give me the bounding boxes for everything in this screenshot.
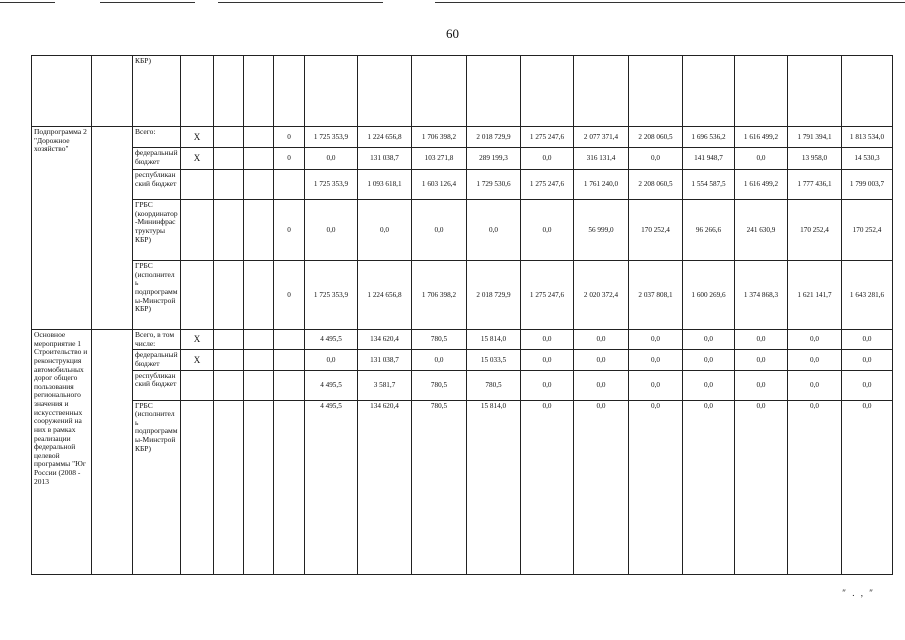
blank-cell [92,127,133,330]
value-cell: 0,0 [683,400,735,574]
value-cell: 780,5 [412,330,467,350]
value-cell: 13 958,0 [788,148,842,170]
blank-cell [214,370,244,400]
value-cell: 0,0 [412,350,467,370]
value-cell: 0,0 [735,330,788,350]
value-cell: 780,5 [412,370,467,400]
blank-cell [244,330,274,350]
value-cell: 241 630,9 [735,200,788,261]
value-cell: 134 620,4 [358,400,412,574]
value-cell: 134 620,4 [358,330,412,350]
value-cell [521,56,574,127]
value-cell [574,56,629,127]
table-row [32,127,893,148]
mark-cell: X [181,148,214,170]
value-cell: 0,0 [735,400,788,574]
value-cell: 0 [274,148,305,170]
blank-cell [244,350,274,370]
value-cell: 1 725 353,9 [305,127,358,148]
blank-cell [244,261,274,330]
value-cell [467,56,521,127]
value-cell: 1 799 003,7 [842,170,893,200]
value-cell: 15 033,5 [467,350,521,370]
value-cell: 0,0 [305,350,358,370]
mark-cell [181,200,214,261]
value-cell [735,56,788,127]
value-cell: 4 495,5 [305,330,358,350]
value-cell: 0,0 [574,400,629,574]
value-cell: 4 495,5 [305,370,358,400]
value-cell [274,330,305,350]
value-cell: 1 777 436,1 [788,170,842,200]
value-cell: 1 224 656,8 [358,127,412,148]
table-row [32,200,893,261]
value-cell: 56 999,0 [574,200,629,261]
value-cell: 0,0 [629,330,683,350]
value-cell [842,56,893,127]
value-cell: 0,0 [521,148,574,170]
value-cell: 1 729 530,6 [467,170,521,200]
funding-source: Всего: [133,127,181,148]
value-cell: 2 037 808,1 [629,261,683,330]
blank-cell [92,330,133,575]
value-cell: 0 [274,200,305,261]
value-cell: 170 252,4 [788,200,842,261]
value-cell: 96 266,6 [683,200,735,261]
value-cell: 1 554 587,5 [683,170,735,200]
value-cell: 1 621 141,7 [788,261,842,330]
value-cell: 141 948,7 [683,148,735,170]
value-cell: 0,0 [629,350,683,370]
table-row [32,261,893,330]
value-cell: 0,0 [305,148,358,170]
value-cell: 0,0 [842,330,893,350]
value-cell: 0,0 [735,350,788,370]
value-cell: 1 813 534,0 [842,127,893,148]
funding-source: федеральный бюджет [133,148,181,170]
value-cell: 0,0 [629,370,683,400]
header-rule-4 [435,2,905,3]
value-cell: 2 208 060,5 [629,170,683,200]
value-cell: 2 208 060,5 [629,127,683,148]
row-label: Подпрограмма 2 "Дорожное хозяйство" [32,127,92,330]
value-cell: 0,0 [574,370,629,400]
value-cell: 1 725 353,9 [305,261,358,330]
value-cell: 131 038,7 [358,148,412,170]
table-row [32,370,893,400]
table-row [32,330,893,350]
funding-source: республиканский бюджет [133,370,181,400]
value-cell: 103 271,8 [412,148,467,170]
mark-cell [181,400,214,574]
value-cell: 1 275 247,6 [521,170,574,200]
value-cell [274,400,305,574]
value-cell [274,56,305,127]
header-rule-1 [0,2,55,3]
value-cell: 1 275 247,6 [521,261,574,330]
value-cell: 0 [274,261,305,330]
value-cell: 0,0 [574,350,629,370]
row-label [32,56,92,127]
value-cell: 289 199,3 [467,148,521,170]
value-cell: 0,0 [358,200,412,261]
value-cell: 1 761 240,0 [574,170,629,200]
value-cell: 0,0 [735,148,788,170]
value-cell: 0,0 [735,370,788,400]
blank-cell [244,127,274,148]
blank-cell [244,56,274,127]
value-cell: 1 374 868,3 [735,261,788,330]
blank-cell [214,148,244,170]
value-cell [788,56,842,127]
value-cell [305,56,358,127]
value-cell: 170 252,4 [629,200,683,261]
value-cell: 170 252,4 [842,200,893,261]
value-cell: 0,0 [305,200,358,261]
table-row [32,56,893,127]
value-cell: 0,0 [521,400,574,574]
value-cell: 1 706 398,2 [412,127,467,148]
value-cell: 0 [274,127,305,148]
mark-cell: X [181,127,214,148]
value-cell: 316 131,4 [574,148,629,170]
value-cell: 15 814,0 [467,400,521,574]
value-cell [683,56,735,127]
value-cell: 0,0 [788,350,842,370]
value-cell: 1 791 394,1 [788,127,842,148]
mark-cell [181,261,214,330]
value-cell: 14 530,3 [842,148,893,170]
value-cell: 131 038,7 [358,350,412,370]
value-cell: 1 224 656,8 [358,261,412,330]
funding-source: ГРБС (координатор-Мининфраструктуры КБР) [133,200,181,261]
blank-cell [214,127,244,148]
funding-source: ГРБС (исполнитель подпрограммы-Минстрой КБР) [133,400,181,574]
value-cell: 780,5 [467,370,521,400]
mark-cell [181,370,214,400]
value-cell: 1 616 499,2 [735,170,788,200]
value-cell: 0,0 [467,200,521,261]
row-label: Основное мероприятие 1 Строительство и реконструкция автомобильных дорог общего пользования регионального значения и искусственных сооружений на них в рамках реализации федеральной целевой программы "Юг России (2008 - 2013 [32,330,92,575]
funding-source: Всего, в том числе: [133,330,181,350]
blank-cell [244,148,274,170]
value-cell: 1 093 618,1 [358,170,412,200]
table-row [32,148,893,170]
blank-cell [244,170,274,200]
value-cell: 0,0 [788,330,842,350]
value-cell: 4 495,5 [305,400,358,574]
footer-mark: ″ . , ″ [842,588,875,598]
table-row [32,350,893,370]
header-rule-3 [218,2,383,3]
blank-cell [244,370,274,400]
value-cell: 0,0 [788,400,842,574]
value-cell: 1 706 398,2 [412,261,467,330]
value-cell: 0,0 [842,350,893,370]
value-cell: 0,0 [521,200,574,261]
mark-cell: X [181,350,214,370]
value-cell: 1 600 269,6 [683,261,735,330]
blank-cell [214,261,244,330]
blank-cell [244,200,274,261]
value-cell [274,350,305,370]
blank-cell [214,400,244,574]
blank-cell [214,350,244,370]
value-cell: 0,0 [788,370,842,400]
value-cell: 0,0 [629,148,683,170]
value-cell: 0,0 [412,200,467,261]
value-cell: 1 616 499,2 [735,127,788,148]
value-cell [274,370,305,400]
value-cell: 0,0 [574,330,629,350]
value-cell [412,56,467,127]
table-row [32,400,893,574]
blank-cell [92,56,133,127]
value-cell [358,56,412,127]
value-cell: 0,0 [842,370,893,400]
value-cell: 2 020 372,4 [574,261,629,330]
blank-cell [244,400,274,574]
value-cell: 0,0 [683,350,735,370]
blank-cell [214,330,244,350]
value-cell: 2 018 729,9 [467,261,521,330]
funding-source: федеральный бюджет [133,350,181,370]
value-cell: 1 643 281,6 [842,261,893,330]
value-cell: 2 018 729,9 [467,127,521,148]
value-cell [629,56,683,127]
funding-source: ГРБС (исполнитель подпрограммы-Минстрой КБР) [133,261,181,330]
value-cell: 0,0 [842,400,893,574]
value-cell: 0,0 [521,350,574,370]
blank-cell [214,56,244,127]
value-cell [274,170,305,200]
blank-cell [214,170,244,200]
value-cell: 780,5 [412,400,467,574]
value-cell: 2 077 371,4 [574,127,629,148]
value-cell: 0,0 [521,330,574,350]
value-cell: 3 581,7 [358,370,412,400]
mark-cell [181,56,214,127]
value-cell: 0,0 [521,370,574,400]
value-cell: 1 696 536,2 [683,127,735,148]
page-number: 60 [446,26,459,41]
value-cell: 0,0 [683,330,735,350]
value-cell: 15 814,0 [467,330,521,350]
header-rule-2 [100,2,195,3]
funding-source: КБР) [133,56,181,127]
table-row [32,170,893,200]
funding-source: республиканский бюджет [133,170,181,200]
value-cell: 1 725 353,9 [305,170,358,200]
blank-cell [214,200,244,261]
mark-cell: X [181,330,214,350]
value-cell: 0,0 [629,400,683,574]
value-cell: 1 275 247,6 [521,127,574,148]
value-cell: 0,0 [683,370,735,400]
budget-table [31,55,893,575]
value-cell: 1 603 126,4 [412,170,467,200]
mark-cell [181,170,214,200]
